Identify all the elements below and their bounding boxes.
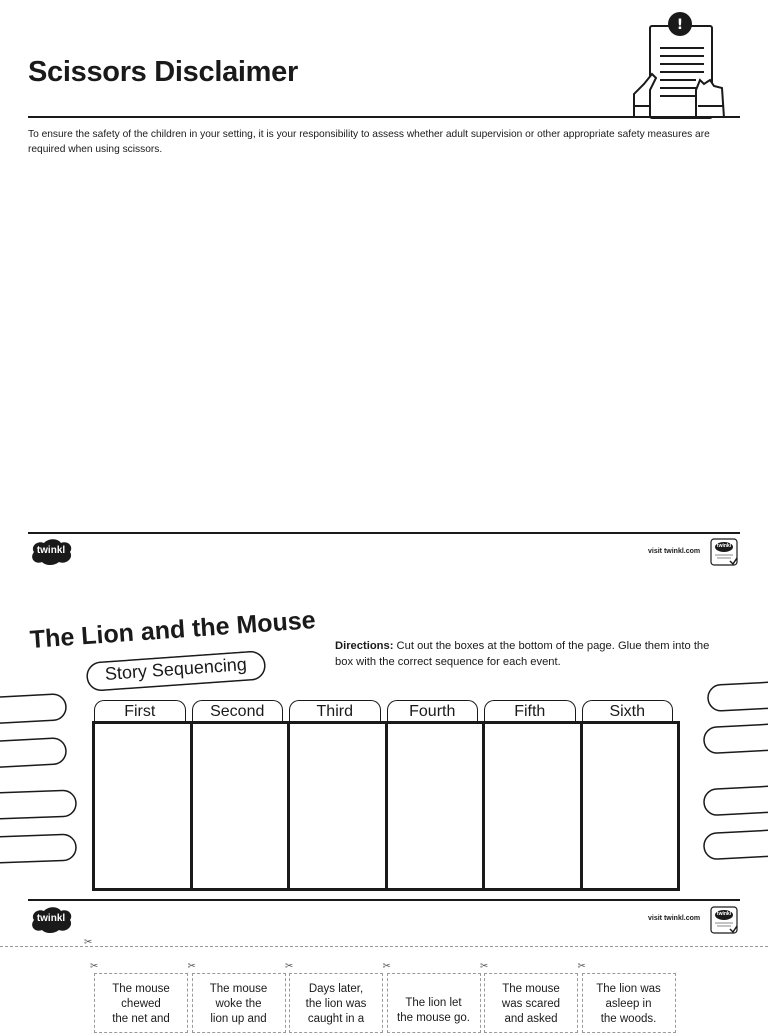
card-text-line: woke the xyxy=(215,998,262,1010)
card-text-line: the woods. xyxy=(600,1013,657,1025)
quality-badge-icon xyxy=(710,906,738,934)
cutout-card[interactable] xyxy=(387,973,481,1033)
left-decorative-pills xyxy=(0,690,80,870)
right-decorative-pills xyxy=(696,678,768,868)
card-text-line: The lion let xyxy=(405,997,462,1009)
card-text-line: The mouse xyxy=(502,983,560,995)
sequence-box-second[interactable] xyxy=(190,721,291,891)
scissors-icon: ✂ xyxy=(577,961,586,972)
card-text-line: the lion was xyxy=(305,998,367,1010)
directions-label: Directions: xyxy=(335,640,394,652)
safety-disclaimer: To ensure the safety of the children in your setting, it is your responsibility to assess whether adult supervision or other appropriate safety measures are required when using scissors. xyxy=(28,129,710,155)
card-text-line: Days later, xyxy=(308,983,364,995)
svg-text:!: ! xyxy=(676,17,684,33)
twinkl-logo xyxy=(28,538,74,566)
card-text-line: the net and xyxy=(112,1013,170,1025)
scissors-icon: ✂ xyxy=(84,937,93,948)
card-text-line: The mouse xyxy=(209,983,268,995)
twinkl-logo-text: twinkl xyxy=(36,545,66,556)
cutout-card[interactable] xyxy=(582,973,676,1033)
card-text-line: asleep in xyxy=(605,998,652,1010)
cutout-card[interactable] xyxy=(94,973,188,1033)
scissors-icon: ✂ xyxy=(382,961,391,972)
worksheet-title: The Lion and the Mouse xyxy=(28,606,317,654)
sequence-box-fourth[interactable] xyxy=(385,721,486,891)
cutout-card[interactable] xyxy=(192,973,286,1033)
scissors-icon: ✂ xyxy=(90,961,99,972)
directions-body: Cut out the boxes at the bottom of the page. Glue them into the box with the correct sequence for each event. xyxy=(335,640,710,668)
cut-line xyxy=(0,946,768,947)
clipboard-warning-icon xyxy=(626,10,730,120)
column-header-first: First xyxy=(94,700,186,722)
scissors-icon: ✂ xyxy=(480,961,489,972)
twinkl-logo-text: twinkl xyxy=(36,913,66,924)
title-divider xyxy=(28,116,740,118)
scissors-icon: ✂ xyxy=(187,961,196,972)
scissors-icon: ✂ xyxy=(285,961,294,972)
card-text-line: caught in a xyxy=(307,1013,365,1025)
column-header-fourth: Fourth xyxy=(387,700,479,722)
story-sequencing-badge xyxy=(85,650,267,692)
card-text-line: was scared xyxy=(501,998,561,1010)
visit-link[interactable]: visit twinkl.com xyxy=(648,548,701,555)
quality-badge-text: twinkl xyxy=(716,543,732,549)
card-text-line: The mouse xyxy=(112,983,170,995)
column-header-fifth: Fifth xyxy=(484,700,576,722)
column-header-third: Third xyxy=(289,700,381,722)
cutout-card[interactable] xyxy=(484,973,578,1033)
visit-link[interactable]: visit twinkl.com xyxy=(648,915,701,922)
worksheet-subtitle: Story Sequencing xyxy=(104,654,248,684)
column-header-second: Second xyxy=(192,700,284,722)
quality-badge-icon xyxy=(710,538,738,566)
page-title: Scissors Disclaimer xyxy=(28,56,298,88)
footer-divider xyxy=(28,532,740,534)
column-header-sixth: Sixth xyxy=(582,700,674,722)
sequence-box-fifth[interactable] xyxy=(482,721,583,891)
sequence-box-first[interactable] xyxy=(92,721,193,891)
cutout-card[interactable] xyxy=(289,973,383,1033)
directions-text xyxy=(335,638,725,670)
card-text-line: and asked xyxy=(504,1013,558,1025)
card-text-line: lion up and xyxy=(210,1013,267,1025)
quality-badge-text: twinkl xyxy=(716,911,732,917)
card-text-line: chewed xyxy=(121,998,161,1010)
twinkl-logo xyxy=(28,906,74,934)
card-text-line: the mouse go. xyxy=(397,1012,470,1024)
card-text-line: The lion was xyxy=(596,983,661,995)
sequence-box-third[interactable] xyxy=(287,721,388,891)
worksheet-footer-divider xyxy=(28,899,740,901)
sequence-box-sixth[interactable] xyxy=(580,721,681,891)
